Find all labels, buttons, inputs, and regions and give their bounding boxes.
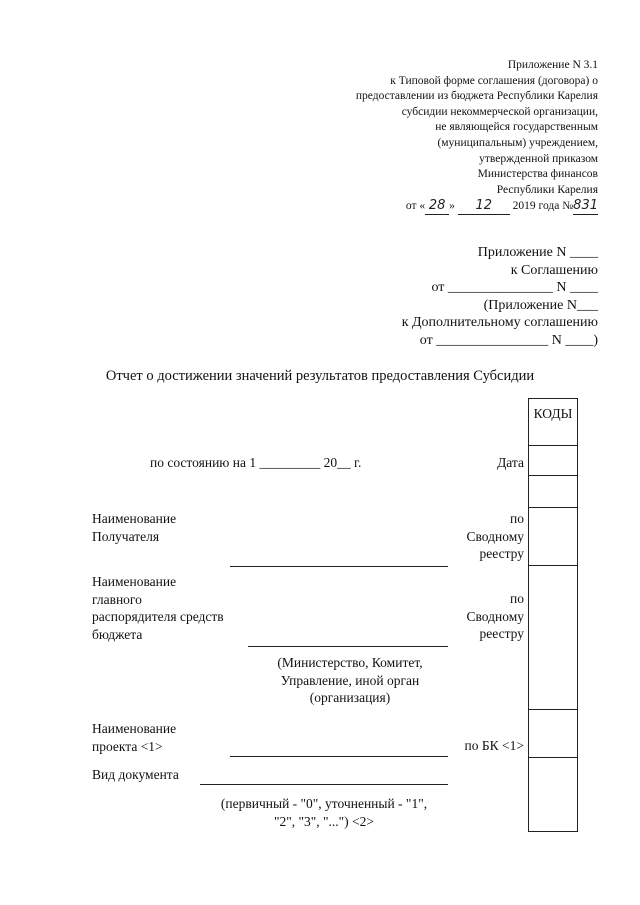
doc-type-label: Вид документа bbox=[92, 767, 179, 782]
approval-line: не являющейся государственным bbox=[435, 121, 598, 134]
approval-line: (муниципальным) учреждением, bbox=[437, 136, 598, 149]
attachment-line-3: от _______________ N ____ bbox=[431, 280, 598, 295]
bk-label: по БК <1> bbox=[464, 738, 524, 753]
attachment-line-1: Приложение N ____ bbox=[477, 245, 598, 260]
registry-label-2: по Сводному реестру bbox=[466, 591, 524, 641]
code-cell-divider bbox=[529, 445, 577, 446]
code-cell-divider bbox=[529, 709, 577, 710]
registry-label-1: по Сводному реестру bbox=[466, 511, 524, 561]
date-mid: » bbox=[449, 200, 455, 213]
as-of-date: по состоянию на 1 _________ 20__ г. bbox=[150, 455, 362, 470]
codes-header: КОДЫ bbox=[533, 406, 573, 421]
approval-date-line bbox=[268, 198, 598, 215]
recipient-label: Наименование Получателя bbox=[92, 511, 177, 544]
approval-line: к Типовой форме соглашения (договора) о bbox=[390, 74, 598, 87]
code-cell-divider bbox=[529, 475, 577, 476]
doc-type-field-line bbox=[200, 784, 448, 785]
approval-line: Министерства финансов bbox=[477, 168, 598, 181]
code-cell-divider bbox=[529, 565, 577, 566]
code-cell-divider bbox=[529, 757, 577, 758]
approval-line: утвержденной приказом bbox=[479, 152, 598, 165]
code-cell-divider bbox=[529, 507, 577, 508]
attachment-line-2: к Соглашению bbox=[510, 262, 598, 278]
approval-line: Республики Карелия bbox=[496, 183, 598, 196]
doc-type-note: (первичный - "0", уточненный - "1", "2", "3", "...") <2> bbox=[220, 796, 428, 829]
handwritten-month: 12 bbox=[458, 198, 510, 215]
attachment-header bbox=[298, 244, 598, 349]
approval-line: предоставлении из бюджета Республики Карелия bbox=[355, 90, 598, 103]
approval-line: субсидии некоммерческой организации, bbox=[401, 105, 598, 118]
project-field-line bbox=[230, 756, 448, 757]
report-title: Отчет о достижении значений результатов предоставления Субсидии bbox=[105, 368, 535, 384]
date-label: Дата bbox=[497, 455, 524, 470]
approval-line: Приложение N 3.1 bbox=[507, 59, 598, 71]
manager-field-line bbox=[248, 646, 448, 647]
handwritten-number: 831 bbox=[573, 198, 598, 214]
attachment-line-4: (Приложение N___ bbox=[483, 297, 598, 313]
ministry-note: (Министерство, Комитет, Управление, иной орган (организация) bbox=[277, 655, 423, 705]
handwritten-day: 28 bbox=[425, 198, 449, 215]
date-prefix: от « bbox=[405, 200, 426, 213]
project-label: Наименование проекта <1> bbox=[92, 721, 177, 754]
year-text: 2019 года № bbox=[512, 200, 574, 213]
manager-label: Наименование главного распорядителя средств бюджета bbox=[92, 574, 224, 642]
attachment-line-5: к Дополнительному соглашению bbox=[401, 315, 598, 330]
attachment-line-6: от ________________ N ____) bbox=[419, 332, 598, 348]
recipient-field-line bbox=[230, 566, 448, 567]
approval-header bbox=[268, 58, 598, 215]
codes-table bbox=[528, 398, 578, 832]
